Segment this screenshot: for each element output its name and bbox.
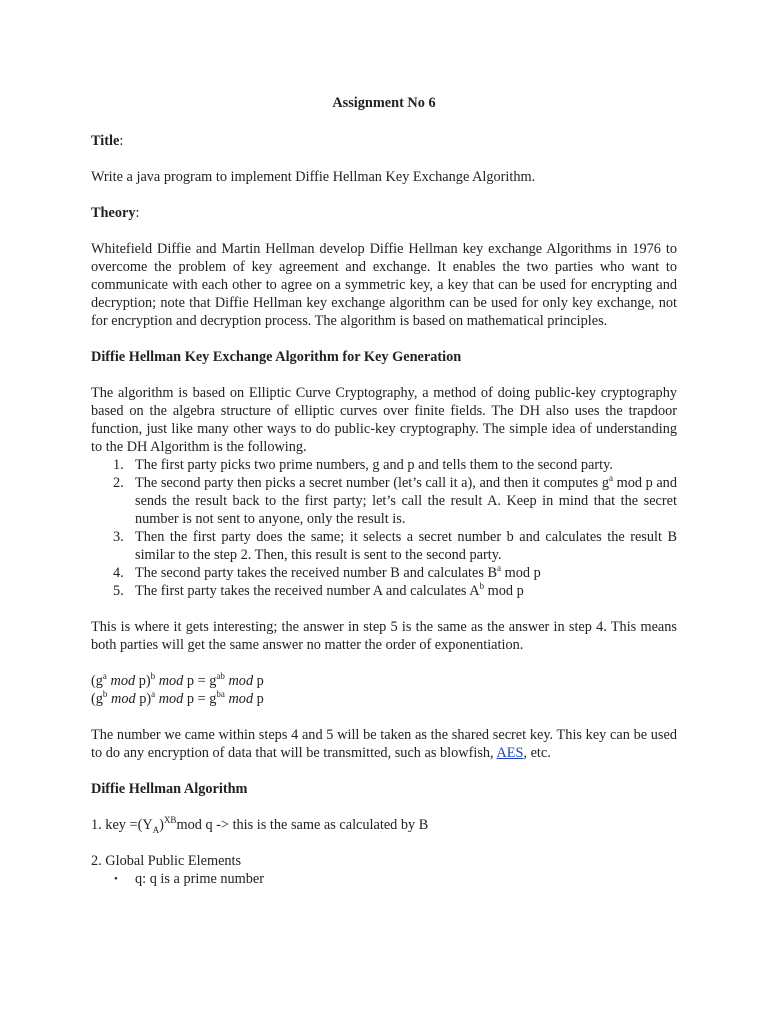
superscript: XB xyxy=(163,815,177,826)
step-number: 3. xyxy=(113,529,124,545)
superscript: a xyxy=(608,473,613,484)
title-text: Write a java program to implement Diffie Hellman Key Exchange Algorithm. xyxy=(91,169,536,185)
paragraph-text: , etc. xyxy=(523,745,551,761)
eq-text: p) xyxy=(135,691,152,707)
steps-list xyxy=(91,456,677,600)
list-item xyxy=(91,582,677,600)
global-elements-line: 2. Global Public Elements xyxy=(91,853,242,869)
mod-operator: mod xyxy=(228,673,254,689)
section-heading-dh-algorithm: Diffie Hellman Algorithm xyxy=(91,781,248,797)
theory-paragraph: Whitefield Diffie and Martin Hellman develop Diffie Hellman key exchange Algorithms in 1976 to overcome the problem of key agreement and exchange. It enables the two parties who want to communicate with each other to agree on a symmetric key, a key that can be used for encrypting and decryption; note that Diffie Hellman key exchange algorithm can be used for only key exchange, not for encryption and decryption process. The algorithm is based on mathematical principles. xyxy=(91,241,677,329)
superscript: b xyxy=(150,671,156,682)
title-line: Title: xyxy=(91,133,124,149)
superscript: b xyxy=(479,581,485,592)
subscript: A xyxy=(152,824,160,835)
step-number: 4. xyxy=(113,565,124,581)
mod-operator: mod xyxy=(158,673,184,689)
mod-operator: mod xyxy=(111,691,136,707)
superscript: a xyxy=(151,689,156,700)
formula-text: ) xyxy=(159,817,164,833)
algorithm-paragraph: The algorithm is based on Elliptic Curve Cryptography, a method of doing public-key cryptography based on the algebra structure of elliptic curves over finite fields. The DH also uses the trapdoor function, just like many other ways to do public-key cryptography. The simple idea of understanding to the DH Algorithm is the following. xyxy=(91,385,677,455)
eq-text: p = g xyxy=(183,673,217,689)
list-item xyxy=(91,456,677,474)
eq-text: p xyxy=(253,673,264,689)
title-label: Title xyxy=(91,133,120,149)
step-number: 5. xyxy=(113,583,124,599)
theory-label: Theory xyxy=(91,205,136,221)
eq-text: p) xyxy=(135,673,151,689)
list-item xyxy=(91,564,677,582)
shared-key-paragraph xyxy=(91,726,677,762)
step-number: 2. xyxy=(113,475,124,491)
eq-text: p xyxy=(253,691,264,707)
global-elements-list xyxy=(91,870,677,888)
list-item xyxy=(91,528,677,564)
section-heading-key-generation: Diffie Hellman Key Exchange Algorithm for Key Generation xyxy=(91,349,462,365)
eq-text: (g xyxy=(91,691,103,707)
step-text: The second party then picks a secret number (let’s call it a), and then it computes g xyxy=(135,475,609,491)
formula-text: mod q -> this is the same as calculated by B xyxy=(176,817,429,833)
step-text: Then the first party does the same; it selects a secret number b and calculates the result B similar to the step 2. Then, this result is sent to the second party. xyxy=(135,529,677,563)
eq-text: p = g xyxy=(183,691,217,707)
list-item xyxy=(91,870,677,888)
aes-link[interactable]: AES xyxy=(496,745,524,761)
step-text: mod p xyxy=(501,565,541,581)
superscript: b xyxy=(102,689,108,700)
superscript: ab xyxy=(216,671,225,682)
step-text: The first party takes the received number A and calculates A xyxy=(135,583,480,599)
paragraph-text: The number we came within steps 4 and 5 will be taken as the shared secret key. This key can be used to do any encryption of data that will be transmitted, such as blowfish, xyxy=(91,727,677,761)
eq-text: (g xyxy=(91,673,103,689)
assignment-heading: Assignment No 6 xyxy=(332,95,436,111)
superscript: a xyxy=(497,563,502,574)
bullet-text: q: q is a prime number xyxy=(135,871,265,887)
theory-line: Theory: xyxy=(91,205,140,221)
step-number: 1. xyxy=(113,457,124,473)
interesting-paragraph: This is where it gets interesting; the answer in step 5 is the same as the answer in step 4. This means both parties will get the same answer no matter the order of exponentiation. xyxy=(91,619,677,653)
step-text: The second party takes the received number B and calculates B xyxy=(135,565,498,581)
step-text: mod p xyxy=(484,583,524,599)
document-body xyxy=(91,94,677,888)
mod-operator: mod xyxy=(110,673,136,689)
formula-text: 1. key =(Y xyxy=(91,817,153,833)
bullet-icon: • xyxy=(114,873,118,885)
step-text: The first party picks two prime numbers, g and p and tells them to the second party. xyxy=(135,457,613,473)
step-text: mod p and sends the result back to the first party; let’s call the result A. Keep in mind that the secret number is not sent to anyone, only the result is. xyxy=(135,475,677,527)
superscript: a xyxy=(102,671,107,682)
mod-operator: mod xyxy=(228,691,254,707)
superscript: ba xyxy=(216,689,225,700)
mod-operator: mod xyxy=(158,691,184,707)
key-formula-line xyxy=(91,816,677,834)
equation-1 xyxy=(91,672,677,690)
list-item xyxy=(91,474,677,528)
equation-2 xyxy=(91,690,677,708)
